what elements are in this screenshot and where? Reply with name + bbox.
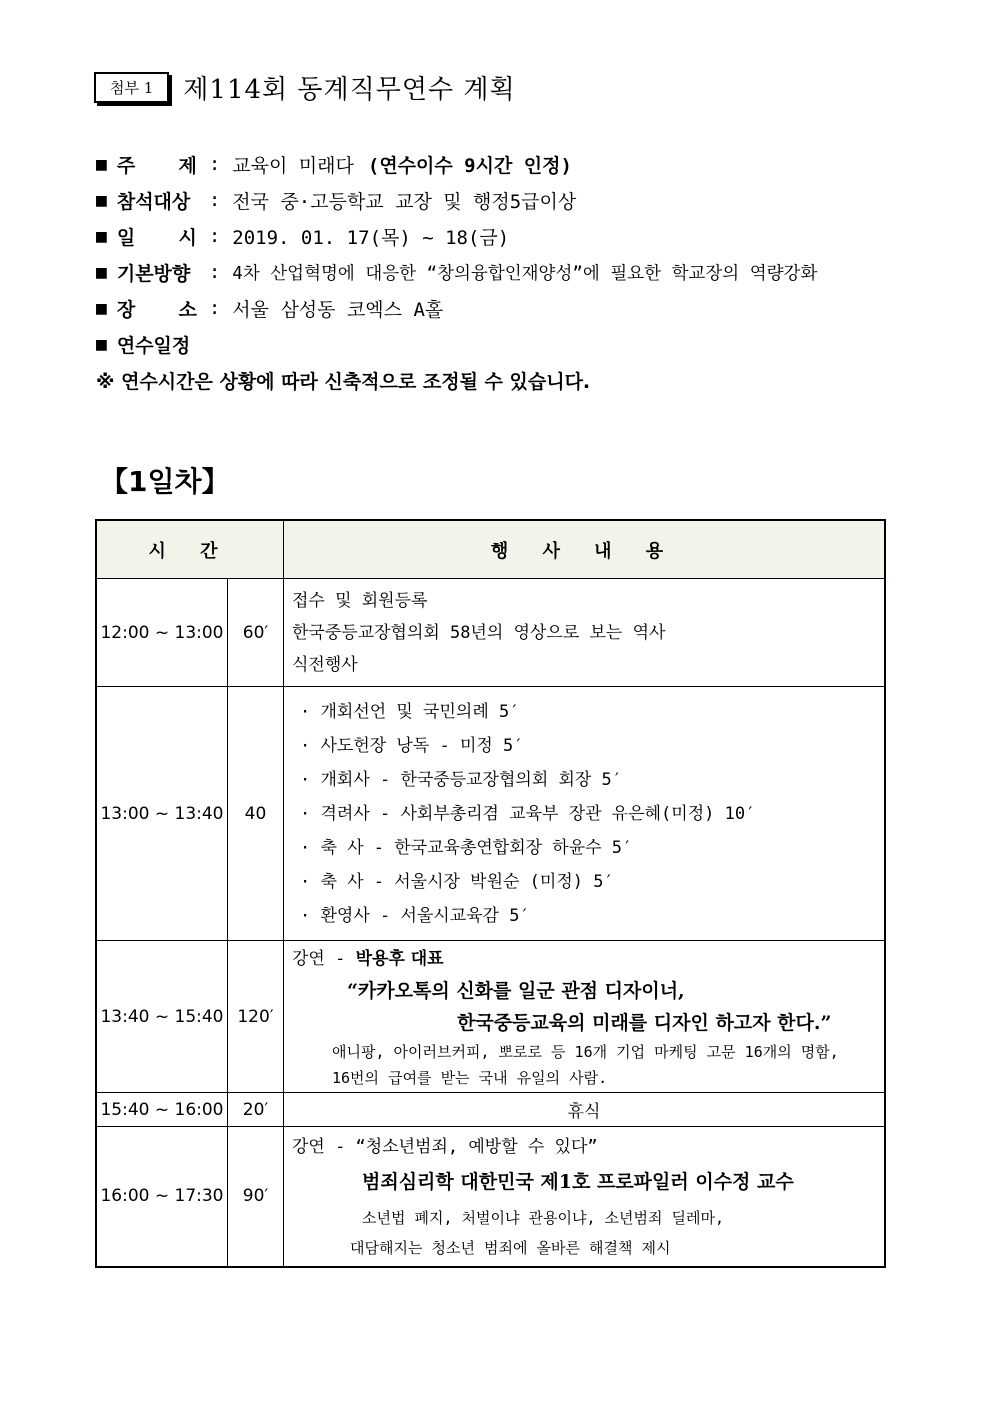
content-line: 식전행사	[292, 654, 358, 675]
table-header-row	[96, 520, 885, 579]
subject-label-b: 제	[178, 154, 197, 177]
row-time: 13:00 ~ 13:40	[96, 687, 228, 941]
direction-value: 4차 산업혁명에 대응한 “창의융합인재양성”에 필요한 학교장의 역량강화	[232, 263, 818, 284]
square-bullet-icon: ■	[96, 297, 107, 319]
content-line: 강연 - “청소년범죄, 예방할 수 있다”	[292, 1137, 598, 1158]
lecture-description: 소년법 폐지, 처벌이냐 관용이냐, 소년범죄 딜레마,	[362, 1209, 725, 1228]
info-section	[96, 146, 896, 398]
date-value: 2019. 01. 17(목) ~ 18(금)	[232, 226, 510, 249]
separator: :	[208, 189, 221, 211]
row-duration: 90′	[228, 1127, 284, 1267]
table-row	[96, 687, 885, 941]
lecture-quote: 한국중등교육의 미래를 디자인 하고자 한다.”	[457, 1011, 832, 1034]
row-time: 16:00 ~ 17:30	[96, 1127, 228, 1267]
row-duration: 60′	[228, 579, 284, 687]
row-duration: 120′	[228, 941, 284, 1093]
info-subject	[96, 146, 896, 182]
content-line: · 환영사 - 서울시교육감 5′	[300, 905, 530, 926]
info-note	[96, 362, 896, 398]
attachment-label: 첨부 1	[94, 72, 169, 103]
lecture-quote: “카카오톡의 신화를 일군 관점 디자이너,	[347, 979, 685, 1002]
content-line: · 축 사 - 한국교육총연합회장 하윤수 5′	[300, 837, 633, 858]
separator: :	[208, 153, 221, 175]
place-label-b: 소	[178, 298, 197, 321]
place-label-a: 장	[116, 298, 136, 321]
info-schedule	[96, 326, 896, 362]
separator: :	[208, 225, 221, 247]
row-duration: 40	[228, 687, 284, 941]
square-bullet-icon: ■	[96, 333, 107, 355]
document-header	[94, 70, 516, 104]
square-bullet-icon: ■	[96, 261, 107, 283]
lecture-prefix: 강연 -	[292, 948, 356, 969]
date-label-a: 일	[116, 226, 136, 249]
date-label	[117, 223, 197, 250]
row-time: 15:40 ~ 16:00	[96, 1093, 228, 1127]
header-time: 시 간	[96, 520, 284, 579]
content-line: · 사도헌장 낭독 - 미정 5′	[300, 735, 524, 756]
lecture-speaker: 박용후 대표	[355, 948, 444, 969]
table-row	[96, 941, 885, 1093]
row-time: 13:40 ~ 15:40	[96, 941, 228, 1093]
lecture-description: 애니팡, 아이러브커피, 뽀로로 등 16개 기업 마케팅 고문 16개의 명함,	[332, 1042, 839, 1061]
lecture-description: 대담해지는 청소년 범죄에 올바른 해결책 제시	[350, 1239, 671, 1258]
row-duration: 20′	[228, 1093, 284, 1127]
header-content: 행 사 내 용	[284, 520, 886, 579]
row-content	[284, 579, 886, 687]
separator: :	[208, 297, 221, 319]
content-line: · 개회사 - 한국중등교장협의회 회장 5′	[300, 769, 623, 790]
info-place	[96, 290, 896, 326]
attendees-value: 전국 중·고등학교 교장 및 행정5급이상	[232, 190, 577, 213]
content-line: · 개회선언 및 국민의례 5′	[300, 701, 520, 722]
row-content: 휴식	[284, 1093, 886, 1127]
separator: :	[208, 261, 221, 283]
lecture-description: 16번의 급여를 받는 국내 유일의 사람.	[332, 1068, 608, 1087]
place-value: 서울 삼성동 코엑스 A홀	[232, 298, 444, 321]
attendees-label: 참석대상	[116, 190, 191, 213]
place-label	[117, 295, 197, 322]
square-bullet-icon: ■	[96, 153, 107, 175]
direction-label: 기본방향	[116, 262, 191, 285]
table-row	[96, 1127, 885, 1267]
row-time: 12:00 ~ 13:00	[96, 579, 228, 687]
square-bullet-icon: ■	[96, 225, 107, 247]
content-line: 접수 및 회원등록	[292, 590, 428, 611]
schedule-label: 연수일정	[116, 334, 191, 357]
square-bullet-icon: ■	[96, 189, 107, 211]
info-attendees	[96, 182, 896, 218]
subject-extra: (연수이수 9시간 인정)	[367, 154, 572, 177]
row-content	[284, 1127, 886, 1267]
lecture-speaker: 범죄심리학 대한민국 제1호 프로파일러 이수정 교수	[362, 1171, 794, 1194]
subject-label	[117, 151, 197, 178]
table-row	[96, 579, 885, 687]
schedule-table	[95, 519, 886, 1268]
document-title: 제114회 동계직무연수 계획	[183, 74, 516, 105]
date-label-b: 시	[178, 226, 197, 249]
row-content	[284, 941, 886, 1093]
table-row	[96, 1093, 885, 1127]
info-direction	[96, 254, 896, 290]
content-line: · 격려사 - 사회부총리겸 교육부 장관 유은혜(미정) 10′	[300, 803, 756, 824]
day-title: 【1일차】	[100, 465, 230, 498]
subject-label-a: 주	[116, 154, 136, 177]
content-line: 한국중등교장협의회 58년의 영상으로 보는 역사	[292, 622, 666, 643]
subject-value: 교육이 미래다	[232, 154, 354, 177]
content-line: · 축 사 - 서울시장 박원순 (미정) 5′	[300, 871, 614, 892]
content-line	[292, 943, 876, 975]
schedule-note: ※ 연수시간은 상황에 따라 신축적으로 조정될 수 있습니다.	[96, 370, 591, 393]
row-content	[284, 687, 886, 941]
info-date	[96, 218, 896, 254]
